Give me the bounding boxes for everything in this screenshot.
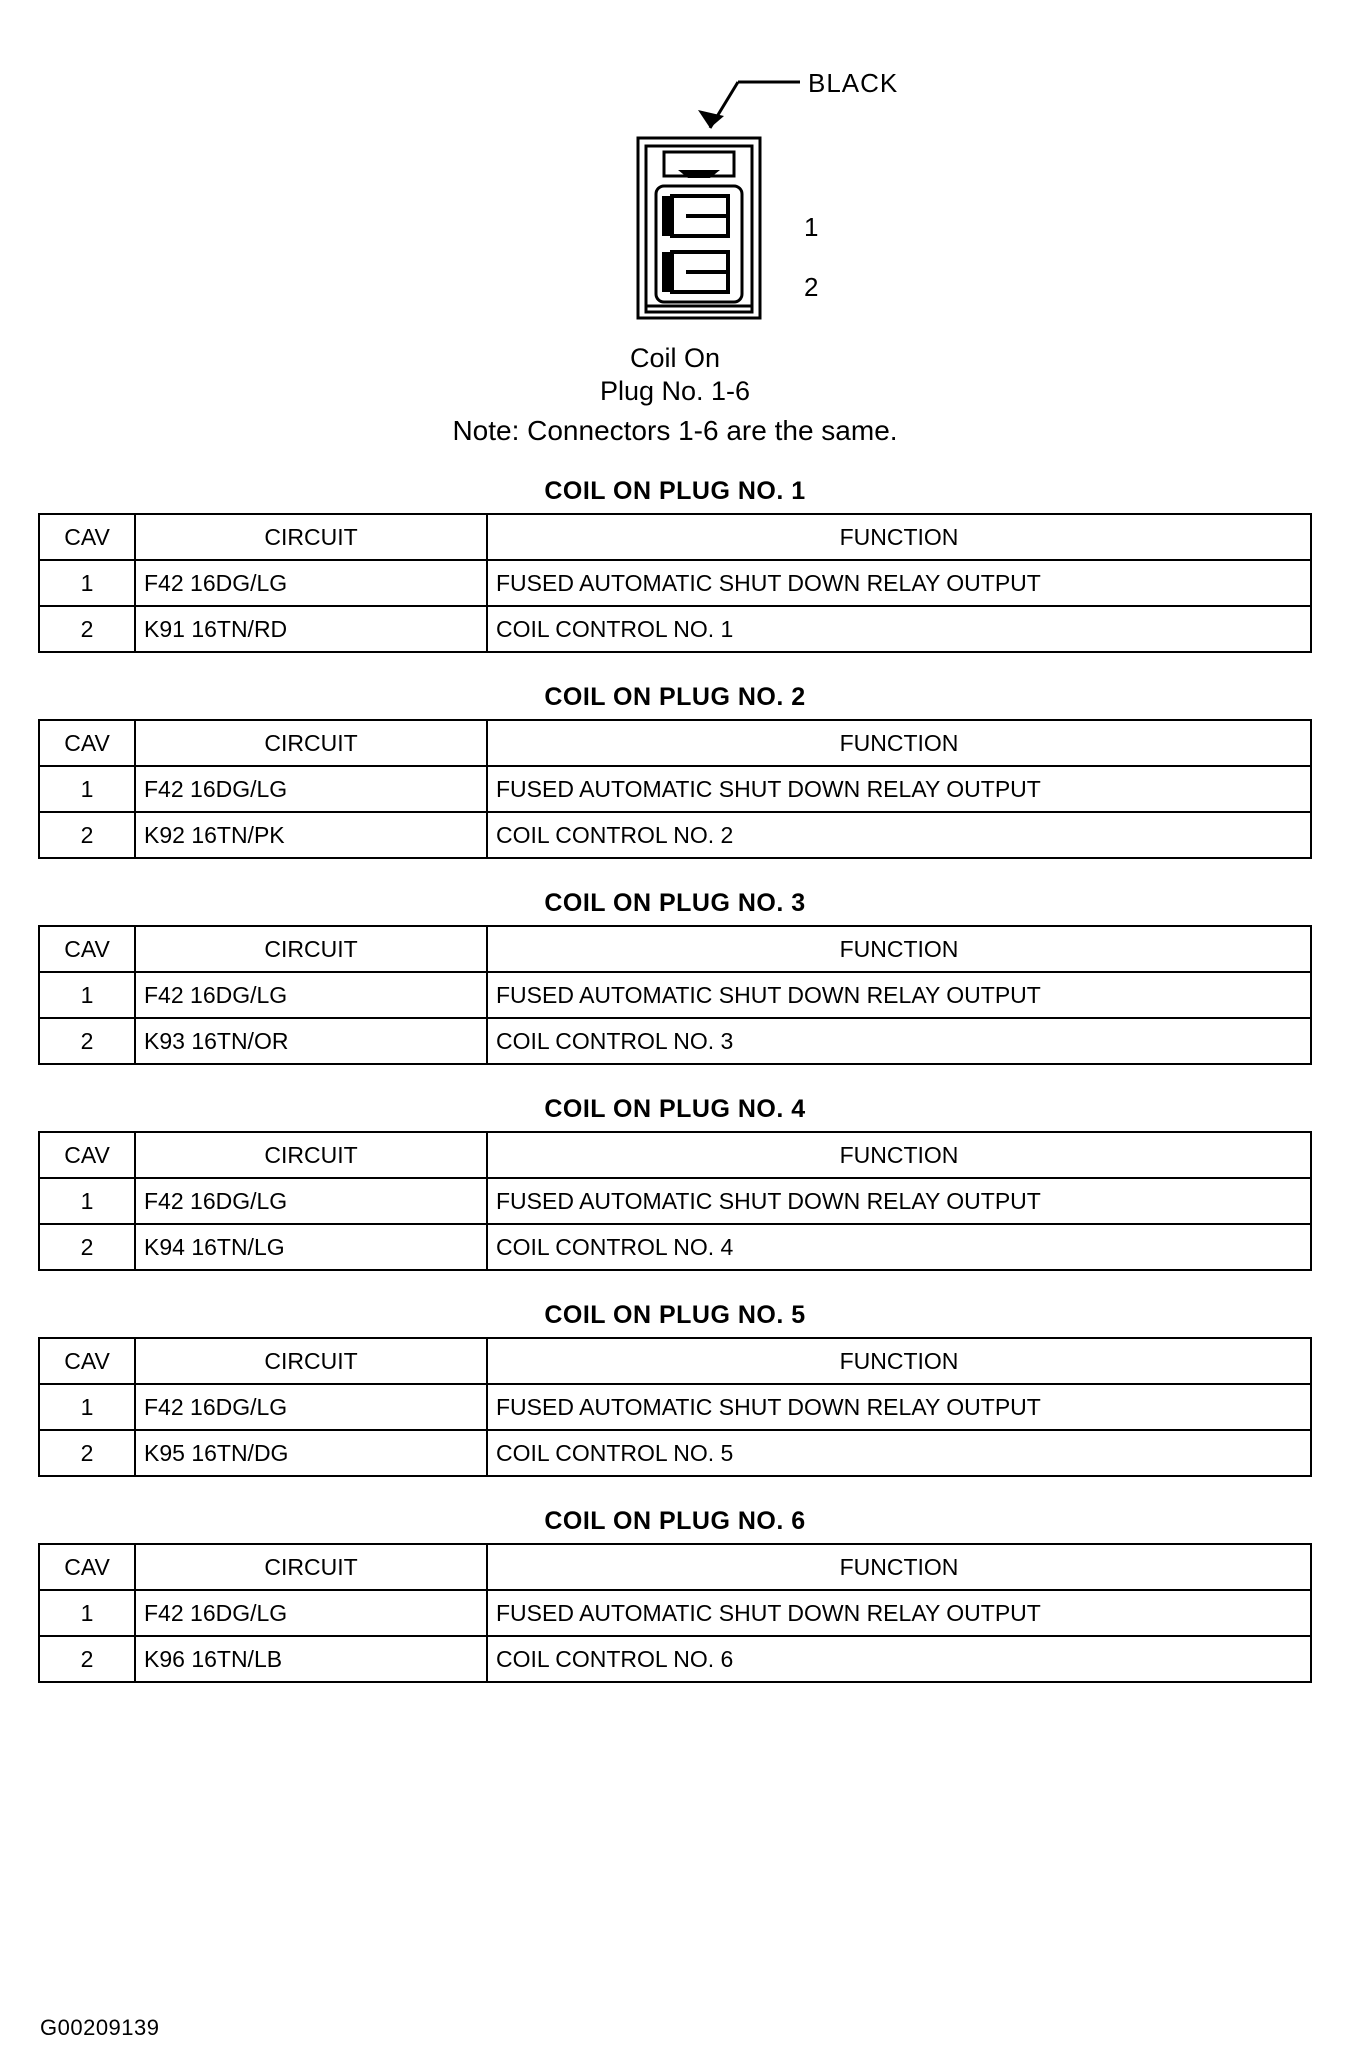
cell-circuit: K92 16TN/PK [135, 812, 487, 858]
cell-circuit: F42 16DG/LG [135, 1178, 487, 1224]
pin-1-label: 1 [804, 212, 819, 242]
table-row [39, 1590, 1311, 1636]
table-title: COIL ON PLUG NO. 3 [544, 889, 806, 917]
table-row [39, 1430, 1311, 1476]
caption-line-1: Coil On [629, 343, 721, 373]
cell-circuit: F42 16DG/LG [135, 766, 487, 812]
cell-circuit: K91 16TN/RD [135, 606, 487, 652]
table-row [39, 1018, 1311, 1064]
cell-cav: 2 [39, 812, 135, 858]
connector-note: Note: Connectors 1-6 are the same. [452, 415, 898, 446]
header-function: FUNCTION [487, 1132, 1311, 1178]
table-title: COIL ON PLUG NO. 1 [544, 477, 806, 505]
table-header-row [39, 926, 1311, 972]
coil-on-plug-1-block [38, 477, 1312, 653]
connector-drawing [38, 0, 1312, 340]
header-cav: CAV [39, 926, 135, 972]
header-function: FUNCTION [487, 720, 1311, 766]
cell-circuit: F42 16DG/LG [135, 1384, 487, 1430]
cell-cav: 1 [39, 1384, 135, 1430]
table-header-row [39, 720, 1311, 766]
cell-cav: 2 [39, 606, 135, 652]
header-cav: CAV [39, 1132, 135, 1178]
table-row [39, 606, 1311, 652]
cell-function: FUSED AUTOMATIC SHUT DOWN RELAY OUTPUT [487, 766, 1311, 812]
cell-circuit: F42 16DG/LG [135, 972, 487, 1018]
coil-on-plug-2-table [38, 719, 1312, 859]
table-row [39, 1636, 1311, 1682]
table-title: COIL ON PLUG NO. 4 [544, 1095, 806, 1123]
cell-circuit: F42 16DG/LG [135, 1590, 487, 1636]
cell-function: COIL CONTROL NO. 6 [487, 1636, 1311, 1682]
header-circuit: CIRCUIT [135, 926, 487, 972]
coil-on-plug-4-block [38, 1095, 1312, 1271]
coil-on-plug-5-table [38, 1337, 1312, 1477]
table-row [39, 972, 1311, 1018]
coil-on-plug-6-block [38, 1507, 1312, 1683]
caption-line-2: Plug No. 1-6 [599, 376, 751, 406]
cell-function: FUSED AUTOMATIC SHUT DOWN RELAY OUTPUT [487, 1590, 1311, 1636]
cell-function: COIL CONTROL NO. 4 [487, 1224, 1311, 1270]
table-row [39, 560, 1311, 606]
coil-on-plug-4-table [38, 1131, 1312, 1271]
pin-2-label: 2 [804, 272, 819, 302]
connector-illustration [38, 0, 1312, 340]
table-header-row [39, 1132, 1311, 1178]
header-cav: CAV [39, 720, 135, 766]
table-header-row [39, 1338, 1311, 1384]
table-header-row [39, 514, 1311, 560]
cell-function: FUSED AUTOMATIC SHUT DOWN RELAY OUTPUT [487, 1178, 1311, 1224]
cell-cav: 2 [39, 1430, 135, 1476]
header-function: FUNCTION [487, 926, 1311, 972]
header-cav: CAV [39, 514, 135, 560]
header-circuit: CIRCUIT [135, 1338, 487, 1384]
black-wire-label: BLACK [808, 68, 899, 98]
cell-cav: 2 [39, 1018, 135, 1064]
cell-function: COIL CONTROL NO. 3 [487, 1018, 1311, 1064]
coil-on-plug-2-block [38, 683, 1312, 859]
header-function: FUNCTION [487, 1544, 1311, 1590]
cell-cav: 1 [39, 1178, 135, 1224]
header-circuit: CIRCUIT [135, 720, 487, 766]
table-row [39, 766, 1311, 812]
cell-circuit: K95 16TN/DG [135, 1430, 487, 1476]
header-circuit: CIRCUIT [135, 514, 487, 560]
cell-cav: 1 [39, 560, 135, 606]
cell-circuit: K94 16TN/LG [135, 1224, 487, 1270]
table-header-row [39, 1544, 1311, 1590]
illustration-caption [38, 342, 1312, 447]
table-row [39, 812, 1311, 858]
cell-circuit: K93 16TN/OR [135, 1018, 487, 1064]
header-circuit: CIRCUIT [135, 1544, 487, 1590]
cell-cav: 1 [39, 972, 135, 1018]
header-function: FUNCTION [487, 514, 1311, 560]
header-circuit: CIRCUIT [135, 1132, 487, 1178]
cell-function: COIL CONTROL NO. 5 [487, 1430, 1311, 1476]
coil-on-plug-6-table [38, 1543, 1312, 1683]
cell-circuit: F42 16DG/LG [135, 560, 487, 606]
table-row [39, 1224, 1311, 1270]
cell-cav: 1 [39, 766, 135, 812]
cell-circuit: K96 16TN/LB [135, 1636, 487, 1682]
cell-function: COIL CONTROL NO. 2 [487, 812, 1311, 858]
cell-cav: 2 [39, 1636, 135, 1682]
coil-on-plug-1-table [38, 513, 1312, 653]
cell-function: FUSED AUTOMATIC SHUT DOWN RELAY OUTPUT [487, 560, 1311, 606]
cell-function: COIL CONTROL NO. 1 [487, 606, 1311, 652]
table-title: COIL ON PLUG NO. 2 [544, 683, 806, 711]
cell-cav: 1 [39, 1590, 135, 1636]
header-cav: CAV [39, 1338, 135, 1384]
header-cav: CAV [39, 1544, 135, 1590]
coil-on-plug-3-block [38, 889, 1312, 1065]
table-row [39, 1384, 1311, 1430]
table-title: COIL ON PLUG NO. 6 [544, 1507, 806, 1535]
cell-cav: 2 [39, 1224, 135, 1270]
cell-function: FUSED AUTOMATIC SHUT DOWN RELAY OUTPUT [487, 1384, 1311, 1430]
coil-on-plug-5-block [38, 1301, 1312, 1477]
header-function: FUNCTION [487, 1338, 1311, 1384]
table-title: COIL ON PLUG NO. 5 [544, 1301, 806, 1329]
cell-function: FUSED AUTOMATIC SHUT DOWN RELAY OUTPUT [487, 972, 1311, 1018]
figure-id-code: G00209139 [40, 2015, 160, 2040]
coil-on-plug-3-table [38, 925, 1312, 1065]
table-row [39, 1178, 1311, 1224]
